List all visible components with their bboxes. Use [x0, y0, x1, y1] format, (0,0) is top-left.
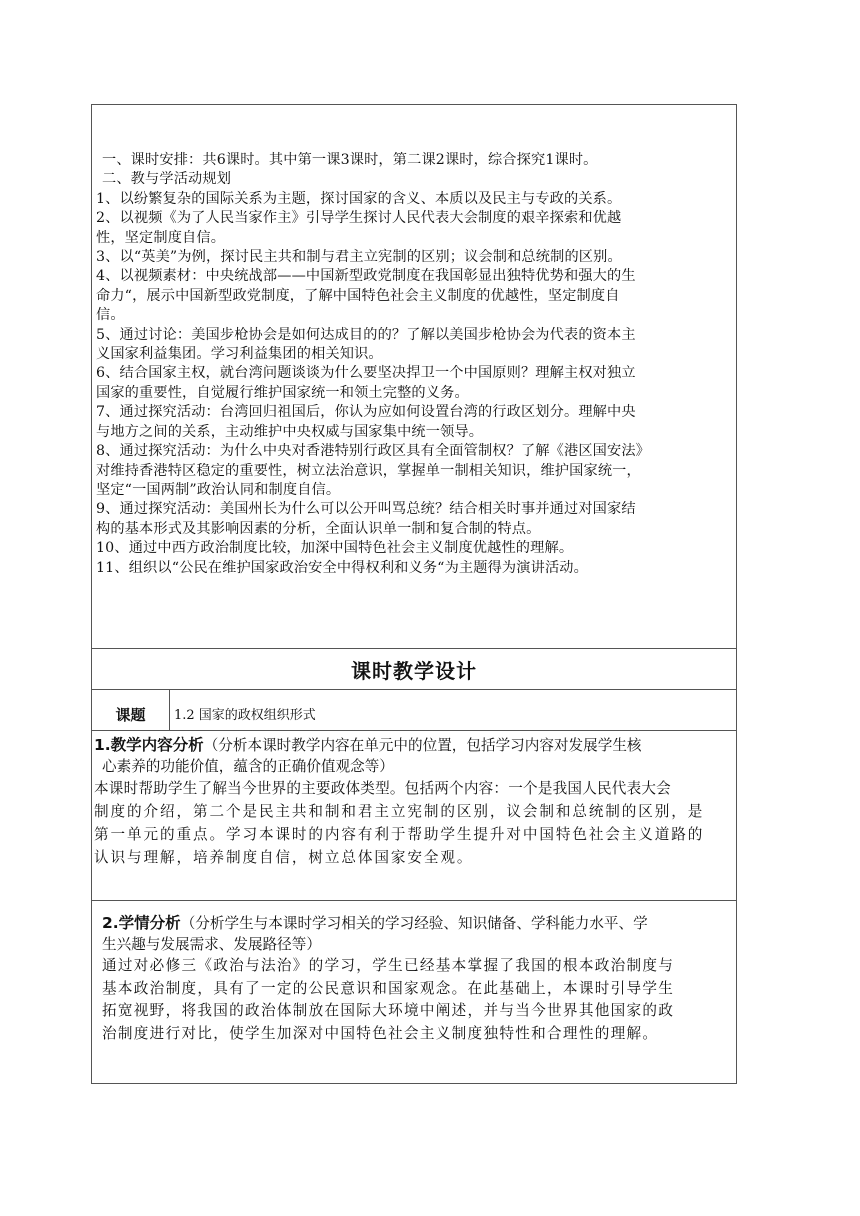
- activity-line: 4、以视频素材：中央统战部——中国新型政党制度在我国彰显出独特优势和强大的生: [96, 268, 636, 285]
- activity-line: 对维持香港特区稳定的重要性，树立法治意识，掌握单一制相关知识，维护国家统一，: [96, 462, 641, 479]
- activity-line: 2、以视频《为了人民当家作主》引导学生探讨人民代表大会制度的艰辛探索和优越: [96, 210, 622, 227]
- content-analysis-section: [91, 730, 737, 900]
- student-analysis-body: 通过对必修三《政治与法治》的学习，学生已经基本掌握了我国的根本政治制度与: [102, 957, 675, 974]
- content-analysis-title-line: [94, 735, 734, 756]
- activity-line: 6、结合国家主权，就台湾问题谈谈为什么要坚决捍卫一个中国原则？理解主权对独立: [96, 365, 636, 382]
- lesson-plan-table: [91, 104, 737, 1084]
- activity-line: 命力“，展示中国新型政党制度，了解中国特色社会主义制度的优越性，坚定制度自: [96, 287, 620, 304]
- design-heading-row: [91, 648, 737, 689]
- content-analysis-body: 本课时帮助学生了解当今世界的主要政体类型。包括两个内容：一个是我国人民代表大会: [94, 780, 671, 797]
- student-analysis-note: （分析学生与本课时学习相关的学习经验、知识储备、学科能力水平、学: [180, 915, 648, 932]
- content-analysis-note-cont: 心素养的功能价值，蕴含的正确价值观念等）: [102, 758, 394, 775]
- student-analysis-section: [91, 900, 737, 1084]
- activity-line: 5、通过讨论：美国步枪协会是如何达成目的的？了解以美国步枪协会为代表的资本主: [96, 326, 636, 343]
- content-analysis-title: 1.教学内容分析: [94, 736, 204, 754]
- schedule-text: [96, 151, 732, 578]
- student-analysis-body: 治制度进行对比，使学生加深对中国特色社会主义制度独特性和合理性的理解。: [102, 1024, 659, 1042]
- student-analysis-title: 2.学情分析: [102, 914, 181, 932]
- content-analysis-body: 制度的介绍，第二个是民主共和制和君主立宪制的区别，议会制和总统制的区别，是: [94, 803, 705, 820]
- topic-label: 课题: [92, 690, 170, 730]
- activity-line: 10、通过中西方政治制度比较，加深中国特色社会主义制度优越性的理解。: [96, 540, 574, 557]
- content-analysis-body: 认识与理解，培养制度自信，树立总体国家安全观。: [94, 849, 474, 866]
- schedule-line: 二、教与学活动规划: [102, 171, 232, 188]
- activity-line: 义国家利益集团。学习利益集团的相关知识。: [96, 346, 383, 363]
- activity-line: 9、通过探究活动：美国州长为什么可以公开叫骂总统？结合相关时事并通过对国家结: [96, 501, 636, 518]
- activity-line: 3、以“英美”为例，探讨民主共和制与君主立宪制的区别；议会制和总统制的区别。: [96, 249, 622, 266]
- content-analysis-note: （分析本课时教学内容在单元中的位置，包括学习内容对发展学生核: [203, 737, 642, 754]
- topic-row: [91, 689, 737, 730]
- schedule-cell: [91, 104, 737, 648]
- activity-line: 与地方之间的关系，主动维护中央权威与国家集中统一领导。: [96, 423, 484, 440]
- activity-line: 国家的重要性，自觉履行维护国家统一和领土完整的义务。: [96, 384, 469, 401]
- activity-line: 8、通过探究活动：为什么中央对香港特别行政区具有全面管制权？了解《港区国安法》: [96, 443, 651, 460]
- activity-line: 性，坚定制度自信。: [96, 229, 226, 246]
- content-analysis-body: 第一单元的重点。学习本课时的内容有利于帮助学生提升对中国特色社会主义道路的: [94, 826, 705, 843]
- student-analysis-body: 拓宽视野，将我国的政治体制放在国际大环境中阐述，并与当今世界其他国家的政: [102, 1002, 675, 1020]
- topic-value: 1.2 国家的政权组织形式: [174, 708, 316, 723]
- activity-line: 7、通过探究活动：台湾回归祖国后，你认为应如何设置台湾的行政区划分。理解中央: [96, 404, 636, 421]
- activity-line: 构的基本形式及其影响因素的分析，全面认识单一制和复合制的特点。: [96, 520, 541, 537]
- schedule-line: 一、课时安排：共6课时。其中第一课3课时，第二课2课时，综合探究1课时。: [102, 152, 598, 168]
- student-analysis-note-cont: 生兴趣与发展需求、发展路径等）: [102, 936, 321, 953]
- student-analysis-body: 基本政治制度，具有了一定的公民意识和国家观念。在此基础上，本课时引导学生: [102, 979, 675, 997]
- design-heading: 课时教学设计: [351, 658, 477, 683]
- student-analysis-title-line: [94, 913, 734, 934]
- activity-line: 坚定“一国两制”政治认同和制度自信。: [96, 481, 341, 498]
- activity-line: 11、组织以“公民在维护国家政治安全中得权利和义务“为主题得为演讲活动。: [96, 559, 588, 576]
- activity-line: 1、以纷繁复杂的国际关系为主题，探讨国家的含义、本质以及民主与专政的关系。: [96, 190, 622, 207]
- activity-line: 信。: [96, 307, 125, 324]
